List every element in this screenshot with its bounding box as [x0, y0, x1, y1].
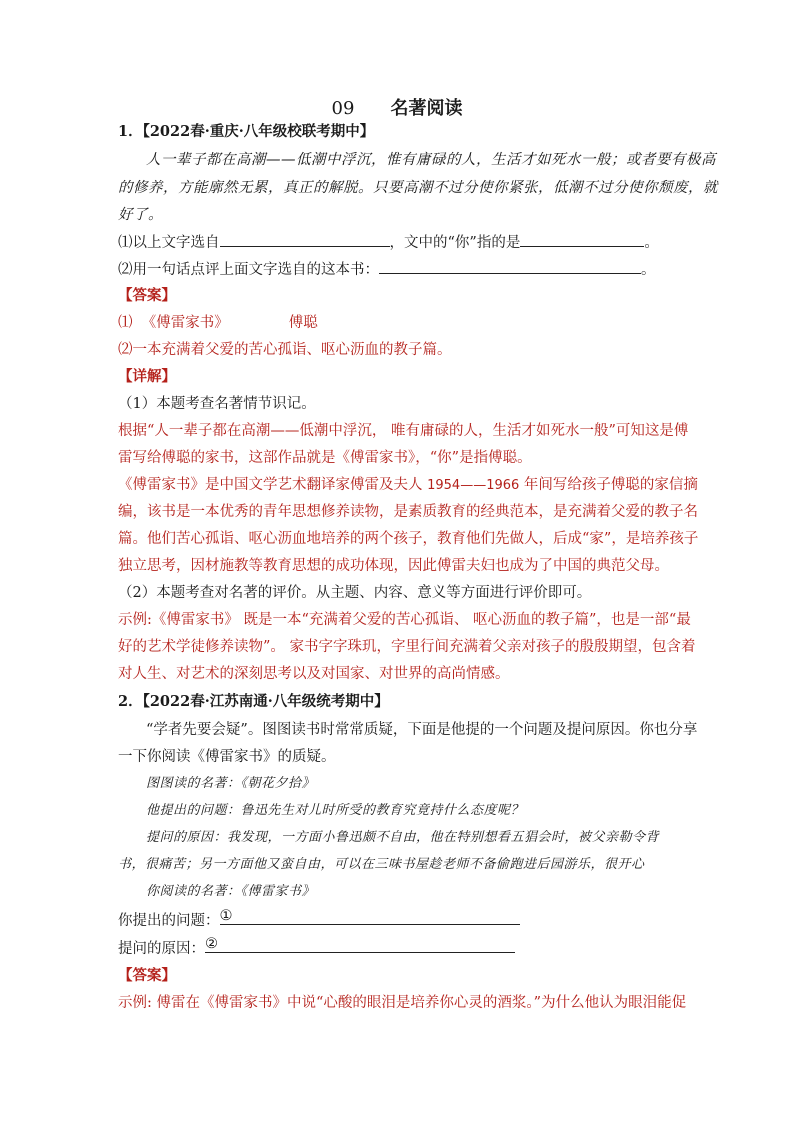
q1-answer-1-name: 傅聪: [288, 315, 318, 331]
q1-answer-1: [118, 313, 678, 333]
q2-your-question-blank[interactable]: [220, 910, 520, 925]
q2-intro-line: “学者先要会疑”。图图读书时常常质疑，下面是他提的一个问题及提问原因。你也分享: [146, 722, 698, 738]
q1-sub2: [118, 259, 678, 280]
q1-detail-line: 示例:《傅雷家书》 既是一本“充满着父爱的苦心孤诣、 呕心沥血的教子篇”，也是一部“最: [118, 612, 691, 628]
q1-detail-text: 《傅雷家书》是中国文学艺术翻译家傅雷及夫人: [118, 477, 428, 493]
q2-source: 【2022春·江苏南通·八年级统考期中】: [142, 693, 389, 710]
page-title: [0, 96, 794, 122]
q1-sub1-end: 。: [644, 235, 659, 251]
q1-sub1-blank-you[interactable]: [520, 232, 644, 247]
q2-your-reason: [118, 938, 678, 959]
q2-number: 2．: [118, 693, 143, 710]
q2-example-line: 提问的原因：我发现，一方面小鲁迅颇不自由，他在特别想看五猖会时，被父亲勒令背: [146, 830, 660, 845]
q1-sub2-prompt: ⑵用一句话点评上面文字选自的这本书：: [118, 262, 379, 278]
q2-intro-line: 一下你阅读《傅雷家书》的质疑。: [118, 749, 336, 765]
q1-detail-line: [118, 475, 698, 496]
q1-passage-line: 人一辈子都在高潮——低潮中浮沉，惟有庸碌的人，生活才如死水一般；或者要有极高: [146, 152, 716, 168]
section-number: 09: [331, 98, 355, 119]
q1-detail-text: 年间写给孩子傅聪的家信摘: [519, 477, 698, 493]
q2-your-reason-label: 提问的原因：: [118, 941, 205, 957]
q1-detail-line: 好的艺术学徒修养读物”。 家书字字珠玑，字里行间充满着父亲对孩子的殷殷期望，包含着: [118, 639, 696, 655]
q1-detail-line: （1）本题考查名著情节识记。: [118, 396, 316, 412]
q1-answer-2: ⑵一本充满着父爱的苦心孤诣、呕心沥血的教子篇。: [118, 342, 452, 358]
q1-detail-line: 编，该书是一本优秀的青年思想修养读物，是素质教育的经典范本，是充满着父爱的教子名: [118, 504, 698, 520]
q2-example-line: 你阅读的名著：《傅雷家书》: [146, 884, 316, 899]
q1-answer-1-book: 《傅雷家书》: [141, 315, 229, 331]
q1-sub1-prompt: ⑴以上文字选自: [118, 235, 220, 251]
q1-detail-line: （2）本题考查对名著的评价。从主题、内容、意义等方面进行评价即可。: [118, 585, 592, 601]
circle-two: ②: [205, 936, 218, 952]
q1-passage-line: 好了。: [118, 207, 163, 223]
q2-example-line: 图图读的名著：《朝花夕拾》: [146, 776, 316, 791]
q1-answer-1-num: ⑴: [118, 315, 133, 331]
q2-example-line: 他提出的问题：鲁迅先生对儿时所受的教育究竟持什么态度呢？: [146, 803, 525, 818]
q1-detail-label: 【详解】: [118, 368, 176, 385]
q2-your-question: [118, 910, 678, 931]
q2-your-question-label: 你提出的问题：: [118, 913, 220, 929]
q1-sub1-prompt2: ，文中的“你”指的是: [389, 235, 521, 251]
q2-answer: 示例: 傅雷在《傅雷家书》中说“心酸的眼泪是培养你心灵的酒浆。”为什么他认为眼泪能促: [118, 995, 687, 1011]
q1-number: 1．: [118, 123, 143, 140]
q1-sub1-blank-book[interactable]: [220, 232, 390, 247]
q1-detail-line: 雷写给傅聪的家书，这部作品就是《傅雷家书》，“你”是指傅聪。: [118, 450, 532, 466]
q2-example-line: 书，很痛苦；另一方面他又蛮自由，可以在三味书屋趁老师不备偷跑进后园游乐，很开心: [118, 857, 645, 872]
q1-sub2-blank[interactable]: [379, 259, 641, 274]
q2-header: [118, 692, 678, 712]
circle-one: ①: [219, 908, 233, 924]
q2-answer-label: 【答案】: [118, 967, 176, 984]
q1-detail-years: 1954——1966: [427, 478, 520, 493]
q1-passage-line: 的修养，方能廓然无累，真正的解脱。只要高潮不过分使你紧张，低潮不过分使你颓废，就: [118, 180, 718, 196]
q1-source: 【2022春·重庆·八年级校联考期中】: [142, 123, 375, 140]
q1-detail-line: 独立思考，因材施教等教育思想的成功体现，因此傅雷夫妇也成为了中国的典范父母。: [118, 558, 669, 574]
q1-detail-line: 篇。他们苦心孤诣、呕心沥血地培养的两个孩子，教育他们先做人，后成“家”，是培养孩子: [118, 531, 699, 547]
q1-sub2-end: 。: [641, 262, 656, 278]
section-title: 名著阅读: [390, 98, 463, 119]
q1-answer-label: 【答案】: [118, 287, 176, 304]
q1-detail-line: 对人生、对艺术的深刻思考以及对国家、对世界的高尚情感。: [118, 666, 510, 682]
q2-your-reason-blank[interactable]: [205, 938, 515, 953]
q1-detail-line: 根据“人一辈子都在高潮——低潮中浮沉， 唯有庸碌的人，生活才如死水一般”可知这是傅: [118, 423, 689, 439]
q1-header: [118, 122, 678, 142]
q1-sub1: [118, 232, 678, 253]
